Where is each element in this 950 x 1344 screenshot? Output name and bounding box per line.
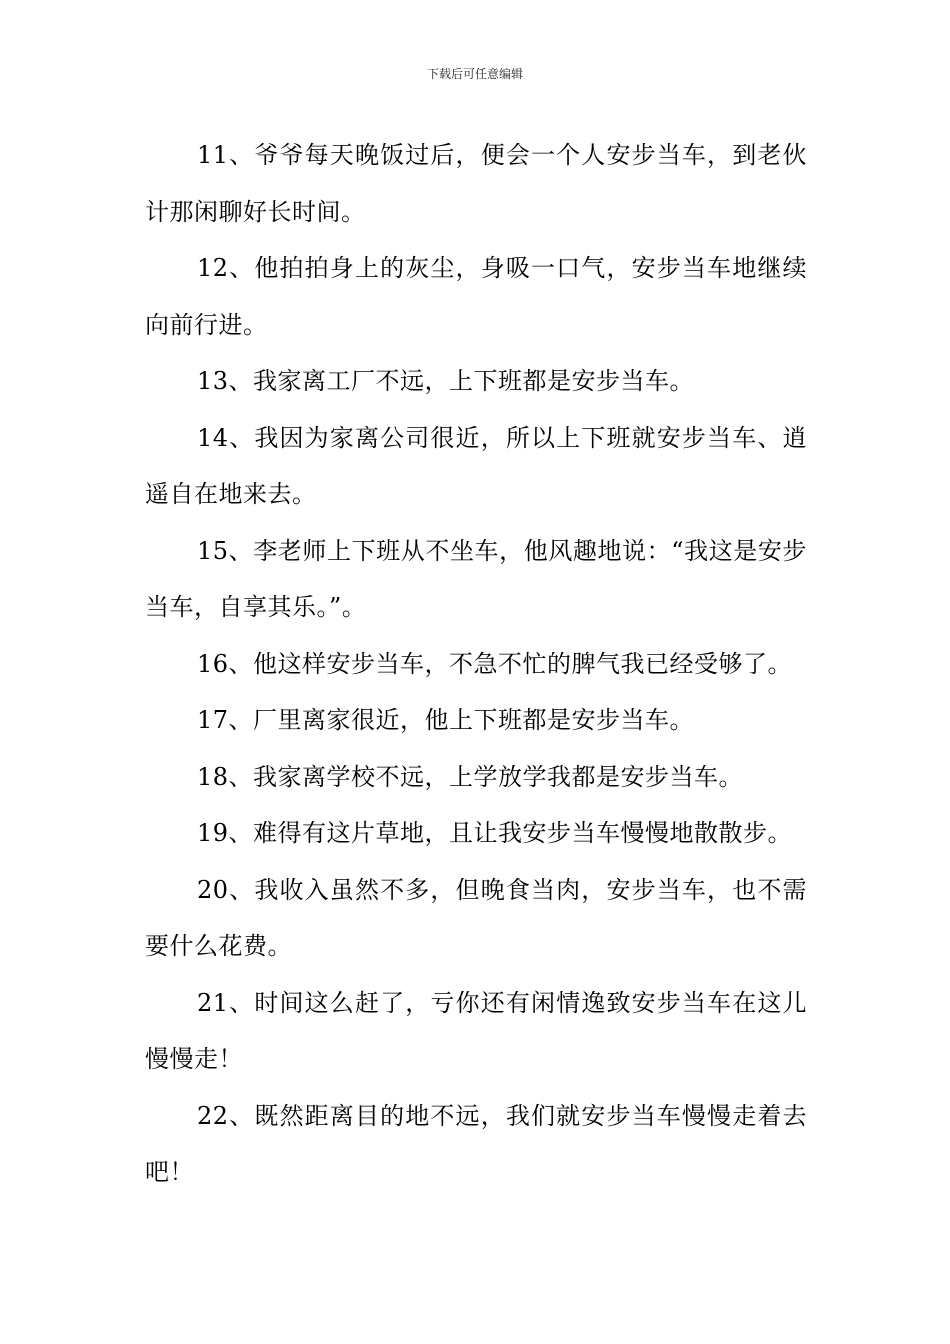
sentence-11: 11、爷爷每天晚饭过后，便会一个人安步当车，到老伙计那闲聊好长时间。 <box>145 141 807 226</box>
sentence-17: 17、厂里离家很近，他上下班都是安步当车。 <box>197 706 695 734</box>
sentence-13: 13、我家离工厂不远，上下班都是安步当车。 <box>197 367 695 395</box>
document-body <box>145 127 807 1201</box>
sentence-18: 18、我家离学校不远，上学放学我都是安步当车。 <box>197 762 744 791</box>
sentence-20: 20、我收入虽然不多，但晚食当肉，安步当车，也不需要什么花费。 <box>145 875 807 960</box>
sentence-14: 14、我因为家离公司很近，所以上下班就安步当车、逍遥自在地来去。 <box>145 423 807 508</box>
page-header: 下载后可任意编辑 <box>426 67 523 81</box>
sentence-21: 21、时间这么赶了，亏你还有闲情逸致安步当车在这儿慢慢走！ <box>145 988 807 1073</box>
sentence-12: 12、他拍拍身上的灰尘，身吸一口气，安步当车地继续向前行进。 <box>145 254 807 339</box>
sentence-19: 19、难得有这片草地，且让我安步当车慢慢地散散步。 <box>197 819 793 847</box>
sentence-16: 16、他这样安步当车，不急不忙的脾气我已经受够了。 <box>197 649 793 678</box>
sentence-22: 22、既然距离目的地不远，我们就安步当车慢慢走着去吧！ <box>145 1101 807 1186</box>
sentence-15: 15、李老师上下班从不坐车，他风趣地说：“我这是安步当车，自享其乐。”。 <box>145 536 807 621</box>
